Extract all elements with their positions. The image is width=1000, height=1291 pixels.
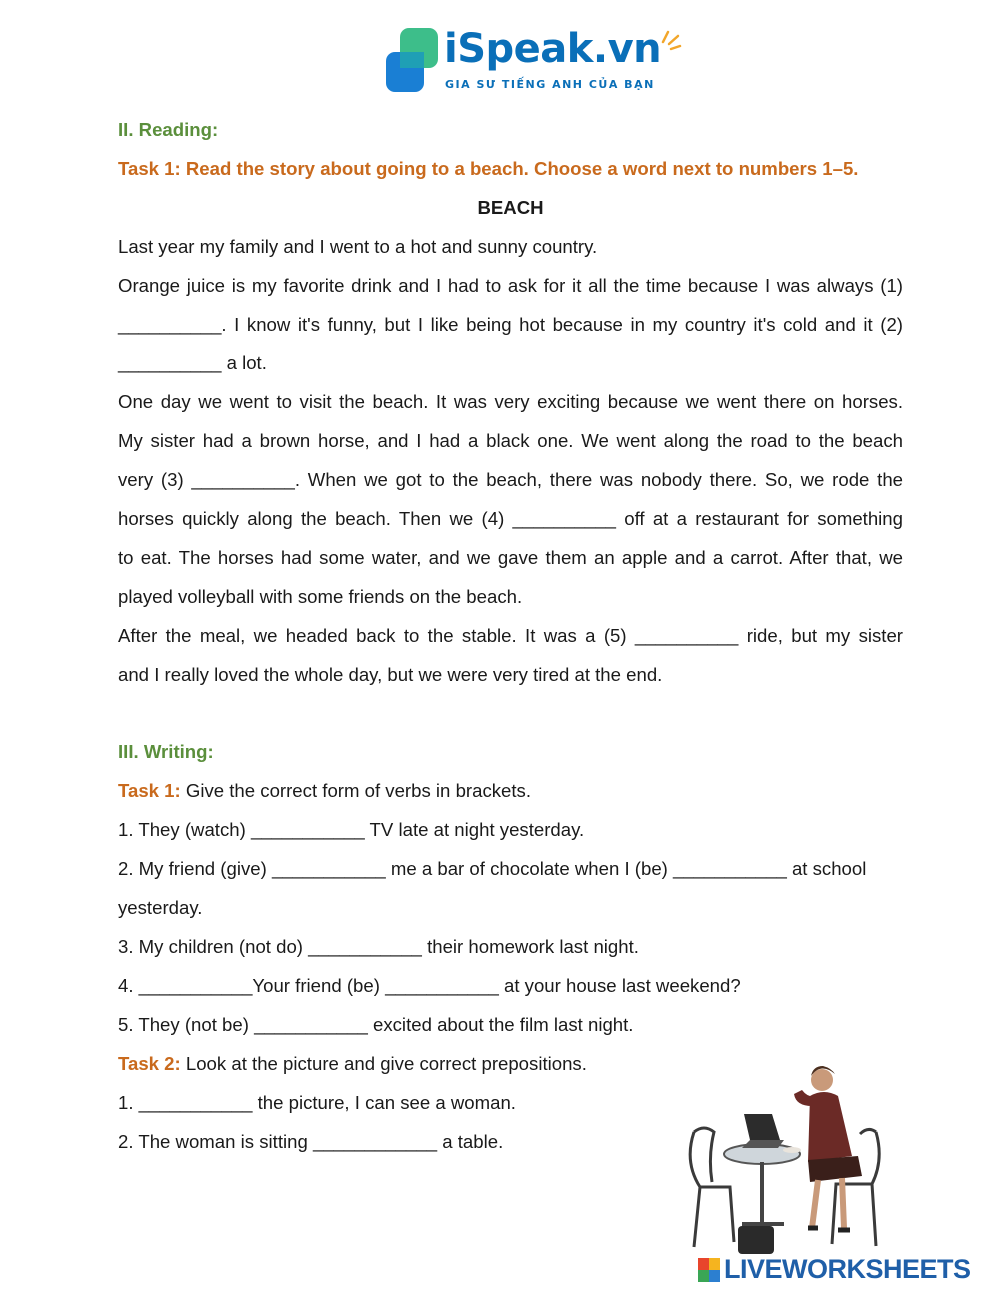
reading-heading: II. Reading: [118,119,219,140]
logo-text: iSpeak.vn [444,26,662,72]
story-line: Orange juice is my favorite drink and I had to ask for it all the time because I was always (1) [118,274,903,296]
story-line: very (3) __________. When we got to the beach, there was nobody there. So, we rode the [118,469,903,491]
story-line: and I really loved the whole day, but we were very tired at the end. [118,663,663,685]
liveworksheets-text: LIVEWORKSHEETS [724,1254,971,1284]
writing-task1-instruction [118,772,903,811]
writing-heading: III. Writing: [118,741,214,763]
ispeak-logo [384,26,684,98]
story-line: My sister had a brown horse, and I had a black one. We went along the road to the beach [118,430,903,452]
task1-label: Task 1: [118,780,181,802]
task1-item: 2. My friend (give) ___________ me a bar of chocolate when I (be) ___________ at school [118,858,867,880]
woman-at-table-illustration [680,1062,890,1262]
story-line: __________. I know it's funny, but I like being hot because in my country it's cold and it (2) [118,313,903,335]
story-line: After the meal, we headed back to the stable. It was a (5) __________ ride, but my sister [118,624,903,646]
task1-item: 3. My children (not do) ___________ their homework last night. [118,936,639,958]
task2-label: Task 2: [118,1052,181,1074]
liveworksheets-badge-icon [698,1258,720,1282]
task1-item: 4. ___________Your friend (be) ___________ at your house last weekend? [118,974,741,996]
story-line: One day we went to visit the beach. It was very exciting because we went there on horses. [118,391,903,413]
story-line: to eat. The horses had some water, and we gave them an apple and a carrot. After that, we [118,546,903,568]
task2-item: 2. The woman is sitting ____________ a table. [118,1130,504,1152]
task1-text: Give the correct form of verbs in brackets. [180,780,532,802]
spacer [118,695,903,734]
logo-tagline: GIA SƯ TIẾNG ANH CỦA BẠN [445,78,655,91]
task2-text: Look at the picture and give correct prepositions. [180,1052,587,1074]
story-line: __________ a lot. [118,352,267,374]
story-line: Last year my family and I went to a hot and sunny country. [118,235,598,257]
story-title: BEACH [477,196,544,218]
story-line: horses quickly along the beach. Then we (4) __________ off at a restaurant for something [118,508,903,530]
worksheet-content [118,111,903,1161]
task1-item: 5. They (not be) ___________ excited about the film last night. [118,1013,634,1035]
story-line: played volleyball with some friends on the beach. [118,585,523,607]
reading-task1-title: Task 1: Read the story about going to a beach. Choose a word next to numbers 1–5. [118,157,859,179]
spark-icon [660,30,682,52]
task1-item: yesterday. [118,897,203,919]
ispeak-logo-icon [384,26,440,94]
task2-item: 1. ___________ the picture, I can see a woman. [118,1091,516,1113]
task1-item: 1. They (watch) ___________ TV late at night yesterday. [118,819,585,841]
liveworksheets-watermark [698,1254,998,1286]
